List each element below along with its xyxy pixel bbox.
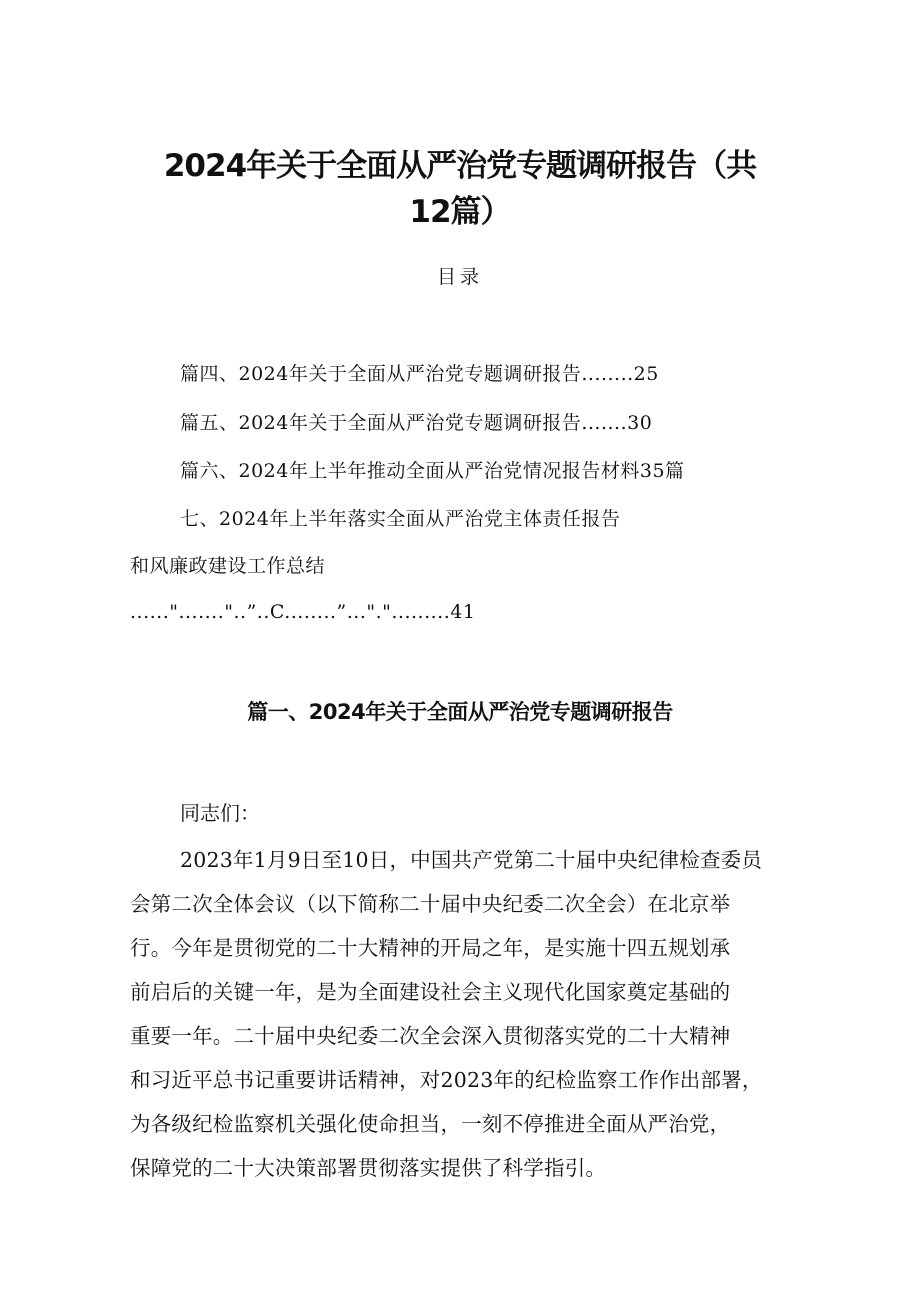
toc-entry: 篇六、2024年上半年推动全面从严治党情况报告材料35篇: [180, 460, 685, 482]
paragraph-line: 为各级纪检监察机关强化使命担当，一刻不停推进全面从严治党，: [130, 1112, 731, 1136]
document-title-line-2: 12篇）: [409, 194, 511, 230]
paragraph-line: 保障党的二十大决策部署贯彻落实提供了科学指引。: [130, 1156, 607, 1180]
section-heading: 篇一、2024年关于全面从严治党专题调研报告: [247, 700, 673, 724]
document-title-line-1: 2024年关于全面从严治党专题调研报告（共: [163, 148, 757, 184]
paragraph-line: 2023年1月9日至10日，中国共产党第二十届中央纪律检查委员: [180, 848, 763, 872]
paragraph-line: 和习近平总书记重要讲话精神，对2023年的纪检监察工作作出部署，: [130, 1068, 763, 1092]
toc-entry: 和风廉政建设工作总结: [130, 555, 326, 577]
paragraph-line: 会第二次全体会议（以下简称二十届中央纪委二次全会）在北京举: [130, 892, 731, 916]
paragraph-line: 行。今年是贯彻党的二十大精神的开局之年，是实施十四五规划承: [130, 936, 731, 960]
toc-entry: 七、2024年上半年落实全面从严治党主体责任报告: [180, 508, 621, 530]
paragraph-line: 重要一年。二十届中央纪委二次全会深入贯彻落实党的二十大精神: [130, 1024, 731, 1048]
paragraph-line: 前启后的关键一年，是为全面建设社会主义现代化国家奠定基础的: [130, 980, 731, 1004]
toc-entry: ......"......."..”..C........”...".".........41: [130, 601, 476, 623]
toc-entry: 篇五、2024年关于全面从严治党专题调研报告.......30: [180, 412, 653, 434]
greeting: 同志们：: [180, 801, 260, 825]
toc-heading: 目录: [436, 266, 483, 288]
toc-entry: 篇四、2024年关于全面从严治党专题调研报告........25: [180, 363, 659, 385]
